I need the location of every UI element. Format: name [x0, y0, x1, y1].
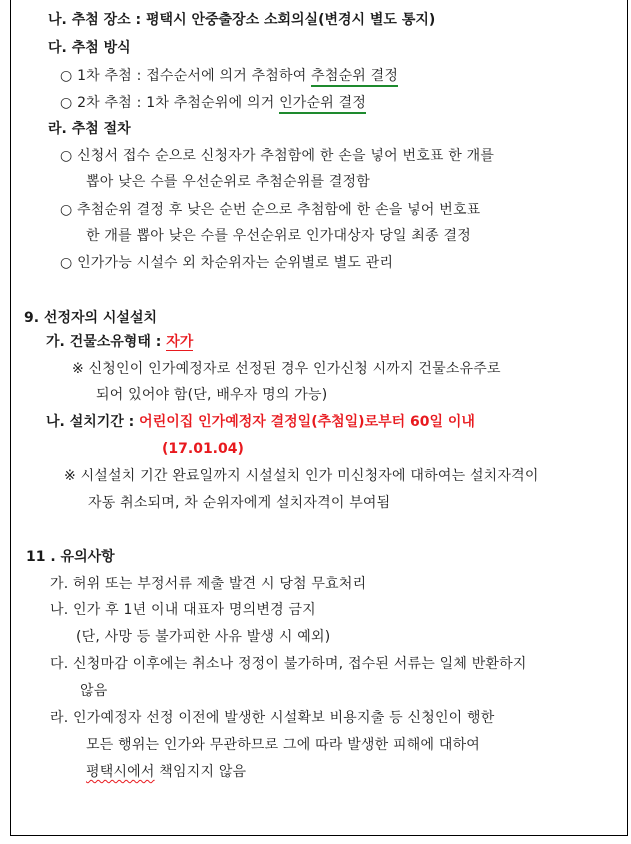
section-item-method-heading: 다. 추첨 방식: [48, 40, 131, 56]
building-ownership: [46, 332, 193, 352]
building-ownership-label: 가. 건물소유형태 :: [46, 334, 167, 350]
notice-item-na-exception: (단, 사망 등 불가피한 사유 발생 시 예외): [76, 629, 331, 645]
method-second-draw: [60, 93, 366, 113]
procedure-step-1: ○ 신청서 접수 순으로 신청자가 추첨함에 한 손을 넣어 번호표 한 개를: [60, 148, 495, 164]
building-ownership-value: 자가: [166, 334, 194, 350]
method-first-draw-emphasis: 추첨순위 결정: [311, 68, 398, 87]
installation-period-label: 나. 설치기간 :: [46, 414, 140, 430]
installation-period: [46, 412, 475, 432]
section-item-location: 나. 추첨 장소 : 평택시 안중출장소 소회의실(변경시 별도 통지): [48, 12, 436, 28]
installation-period-date: (17.01.04): [162, 441, 244, 457]
notice-item-ra: 라. 인가예정자 선정 이전에 발생한 시설확보 비용지출 등 신청인이 행한: [50, 710, 495, 726]
procedure-step-2-cont: 한 개를 뽑아 낮은 수를 우선순위로 인가대상자 당일 최종 결정: [86, 228, 471, 244]
method-first-draw-text: ○ 1차 추첨 : 접수순서에 의거 추첨하여: [60, 68, 312, 84]
notice-item-ra-cont2: [86, 762, 246, 782]
method-second-draw-emphasis: 인가순위 결정: [279, 95, 366, 114]
installation-note-cont: 자동 취소되며, 차 순위자에게 설치자격이 부여됨: [88, 495, 391, 511]
procedure-step-3: ○ 인가가능 시설수 외 차순위자는 순위별로 별도 관리: [60, 255, 394, 271]
installation-period-value: 어린이집 인가예정자 결정일(추첨일)로부터 60일 이내: [139, 414, 475, 430]
ownership-note-cont: 되어 있어야 함(단, 배우자 명의 가능): [96, 387, 328, 403]
notice-item-ga: 가. 허위 또는 부정서류 제출 발견 시 당첨 무효처리: [50, 576, 367, 592]
procedure-step-2: ○ 추첨순위 결정 후 낮은 순번 순으로 추첨함에 한 손을 넣어 번호표: [60, 202, 481, 218]
method-first-draw: [60, 66, 398, 86]
notice-item-ra-spellcheck-word: 평택시에서: [86, 764, 155, 780]
section-item-procedure-heading: 라. 추첨 절차: [48, 121, 131, 137]
method-second-draw-text: ○ 2차 추첨 : 1차 추첨순위에 의거: [60, 95, 280, 111]
procedure-step-1-cont: 뽑아 낮은 수를 우선순위로 추첨순위를 결정함: [86, 174, 371, 190]
installation-note: ※ 시설설치 기간 완료일까지 시설설치 인가 미신청자에 대하여는 설치자격이: [64, 468, 539, 484]
notice-item-ra-tail: 책임지지 않음: [154, 764, 247, 780]
notice-item-na: 나. 인가 후 1년 이내 대표자 명의변경 금지: [50, 602, 316, 618]
notice-item-ra-cont: 모든 행위는 인가와 무관하므로 그에 따라 발생한 피해에 대하여: [86, 737, 481, 753]
section-heading-facility: 9. 선정자의 시설설치: [24, 310, 157, 326]
notice-item-da: 다. 신청마감 이후에는 취소나 정정이 불가하며, 접수된 서류는 일체 반환하지: [50, 656, 527, 672]
section-heading-notice: 11 . 유의사항: [26, 549, 115, 565]
notice-item-da-cont: 않음: [80, 683, 108, 699]
ownership-note: ※ 신청인이 인가예정자로 선정된 경우 인가신청 시까지 건물소유주로: [72, 361, 501, 377]
